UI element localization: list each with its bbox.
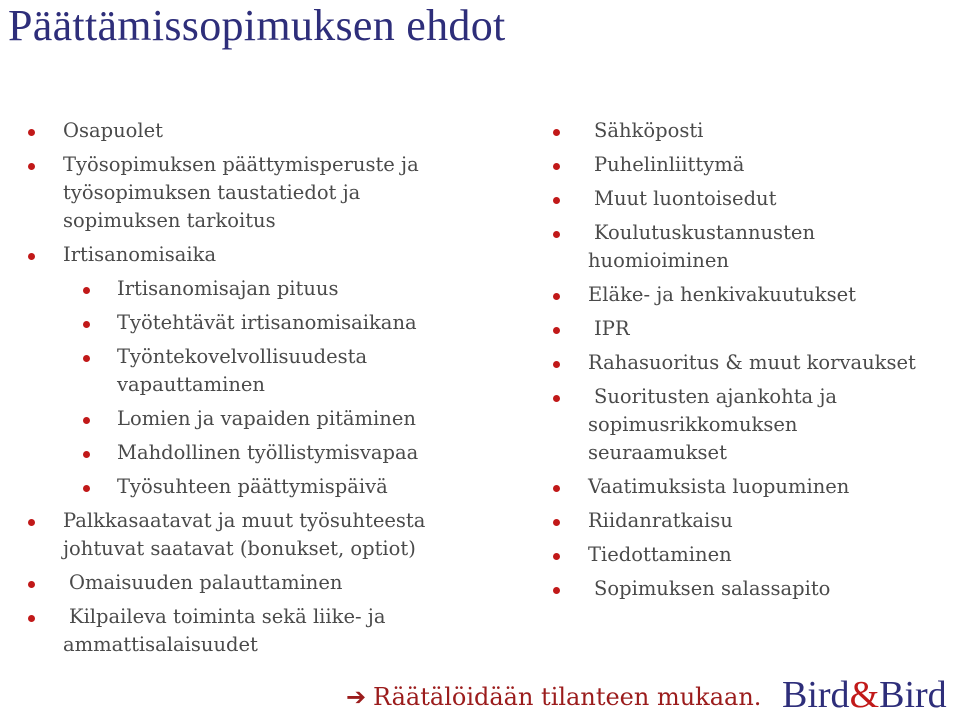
list-item-sahkoposti: Sähköposti	[594, 119, 704, 142]
sub-item-paattymispaiva: Työsuhteen päättymispäivä	[117, 475, 388, 498]
bullet-icon	[553, 361, 560, 368]
list-item-palkka-line2: johtuvat saatavat (bonukset, optiot)	[63, 537, 416, 560]
sub-item-pituus: Irtisanomisajan pituus	[117, 277, 339, 300]
slide-title: Päättämissopimuksen ehdot	[8, 1, 506, 50]
sub-item-tyotehtavat: Työtehtävät irtisanomisaikana	[117, 311, 417, 334]
sub-item-vapauttaminen-line1: Työntekovelvollisuudesta	[117, 345, 368, 368]
list-item-suoritukset-line3: seuraamukset	[588, 441, 727, 464]
logo-word-1: Bird	[782, 674, 850, 716]
bullet-icon	[83, 355, 90, 362]
list-item-tyosopimus-line2: työsopimuksen taustatiedot ja	[63, 181, 361, 204]
list-item-salassapito: Sopimuksen salassapito	[594, 577, 831, 600]
bullet-icon	[83, 451, 90, 458]
bullet-icon	[553, 327, 560, 334]
bullet-icon	[28, 163, 35, 170]
list-item-riidat: Riidanratkaisu	[588, 509, 733, 532]
list-item-kilpaileva-line2: ammattisalaisuudet	[63, 633, 258, 656]
bullet-icon	[553, 197, 560, 204]
list-item-koulutus-line1: Koulutuskustannusten	[594, 221, 816, 244]
footer-note: Räätälöidään tilanteen mukaan.	[373, 683, 762, 711]
bullet-icon	[553, 129, 560, 136]
logo-word-2: Bird	[879, 674, 947, 716]
list-item-tiedottaminen: Tiedottaminen	[588, 543, 732, 566]
bullet-icon	[28, 581, 35, 588]
arrow-right-icon: ➔	[346, 683, 367, 711]
bullet-icon	[28, 253, 35, 260]
list-item-suoritukset-line1: Suoritusten ajankohta ja	[594, 385, 838, 408]
bullet-icon	[28, 519, 35, 526]
sub-item-vapauttaminen-line2: vapauttaminen	[117, 373, 265, 396]
bullet-icon	[553, 553, 560, 560]
sub-item-lomat: Lomien ja vapaiden pitäminen	[117, 407, 416, 430]
list-item-irtisanomisaika: Irtisanomisaika	[63, 243, 217, 266]
list-item-elake: Eläke- ja henkivakuutukset	[588, 283, 856, 306]
list-item-osapuolet: Osapuolet	[63, 119, 164, 142]
list-item-puhelin: Puhelinliittymä	[594, 153, 745, 176]
list-item-tyosopimus-line1: Työsopimuksen päättymisperuste ja	[63, 153, 419, 176]
bullet-icon	[553, 231, 560, 238]
bullet-icon	[553, 395, 560, 402]
list-item-ipr: IPR	[594, 317, 630, 340]
bullet-icon	[83, 321, 90, 328]
bullet-icon	[28, 129, 35, 136]
brand-logo	[782, 674, 947, 716]
list-item-tyosopimus-line3: sopimuksen tarkoitus	[63, 209, 276, 232]
bullet-icon	[83, 485, 90, 492]
list-item-suoritukset-line2: sopimusrikkomuksen	[588, 413, 798, 436]
list-item-palkka-line1: Palkkasaatavat ja muut työsuhteesta	[63, 509, 426, 532]
logo-ampersand: &	[849, 674, 880, 716]
list-item-vaatimukset: Vaatimuksista luopuminen	[588, 475, 850, 498]
bullet-icon	[83, 417, 90, 424]
bullet-icon	[83, 287, 90, 294]
list-item-kilpaileva-line1: Kilpaileva toiminta sekä liike- ja	[69, 605, 386, 628]
list-item-rahasuoritus: Rahasuoritus & muut korvaukset	[588, 351, 916, 374]
list-item-luontoisedut: Muut luontoisedut	[594, 187, 777, 210]
bullet-icon	[28, 615, 35, 622]
bullet-icon	[553, 519, 560, 526]
bullet-icon	[553, 485, 560, 492]
bullet-icon	[553, 587, 560, 594]
list-item-koulutus-line2: huomioiminen	[588, 249, 729, 272]
bullet-icon	[553, 293, 560, 300]
bullet-icon	[553, 163, 560, 170]
sub-item-tyollistymis: Mahdollinen työllistymisvapaa	[117, 441, 419, 464]
list-item-omaisuus: Omaisuuden palauttaminen	[69, 571, 343, 594]
